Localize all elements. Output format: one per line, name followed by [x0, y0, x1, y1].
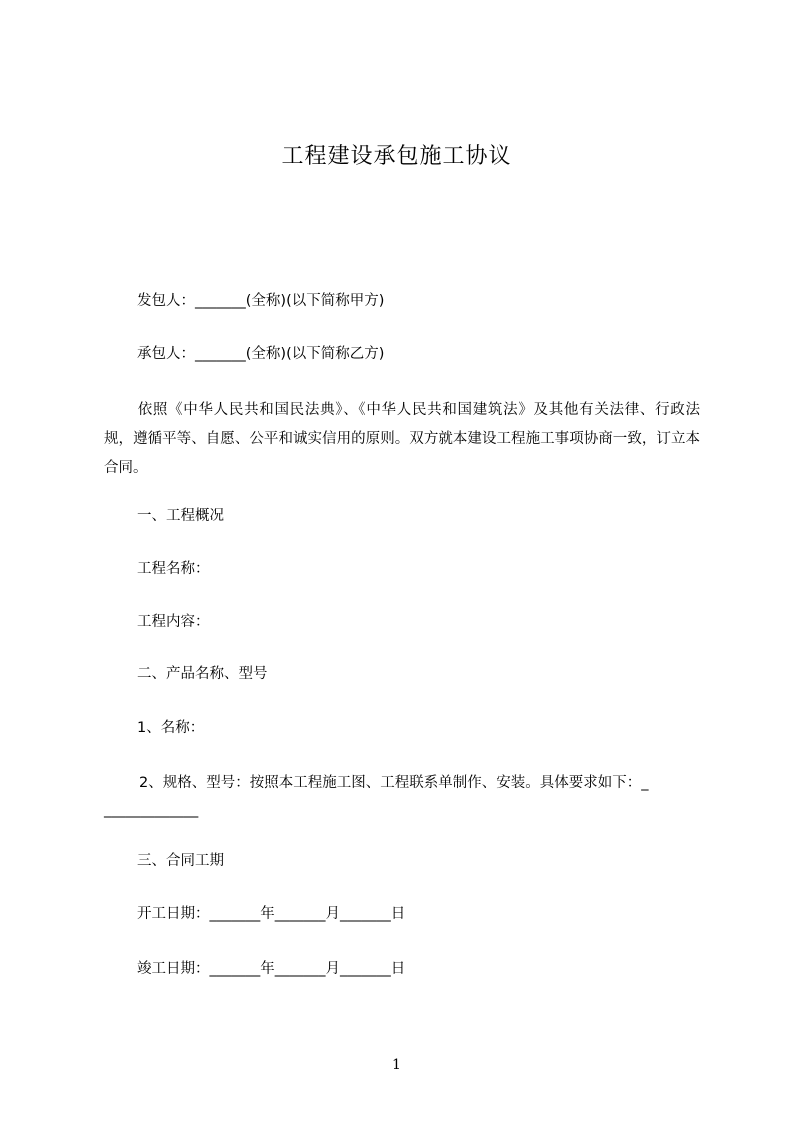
preamble-paragraph [104, 396, 700, 483]
spec-model-line: 2、规格、型号：按照本工程施工图、工程联系单制作、安装。具体要求如下：_ [139, 775, 649, 791]
page-number: 1 [392, 1057, 401, 1073]
project-name-line: 工程名称： [137, 561, 210, 577]
preamble-text: 依照《中华人民共和国民法典》、《中华人民共和国建筑法》及其他有关法律、行政法规，遵循平等、自愿、公平和诚实信用的原则。双方就本建设工程施工事项协商一致，订立本合同。 [104, 402, 700, 476]
start-date-line: 开工日期：_______年_______月_______日 [137, 906, 406, 922]
party-b-line: 承包人：_______(全称)(以下简称乙方) [137, 346, 385, 362]
completion-date-line: 竣工日期：_______年_______月_______日 [137, 961, 406, 977]
party-a-line: 发包人：_______(全称)(以下简称甲方) [137, 293, 385, 309]
project-content-line: 工程内容： [137, 614, 210, 630]
document-title: 工程建设承包施工协议 [281, 144, 512, 169]
section-1-heading: 一、工程概况 [137, 508, 224, 524]
product-name-line: 1、名称： [137, 720, 205, 736]
spec-model-line-continued: _____________ [104, 802, 199, 818]
section-3-heading: 三、合同工期 [137, 853, 224, 869]
section-2-heading: 二、产品名称、型号 [137, 666, 268, 682]
